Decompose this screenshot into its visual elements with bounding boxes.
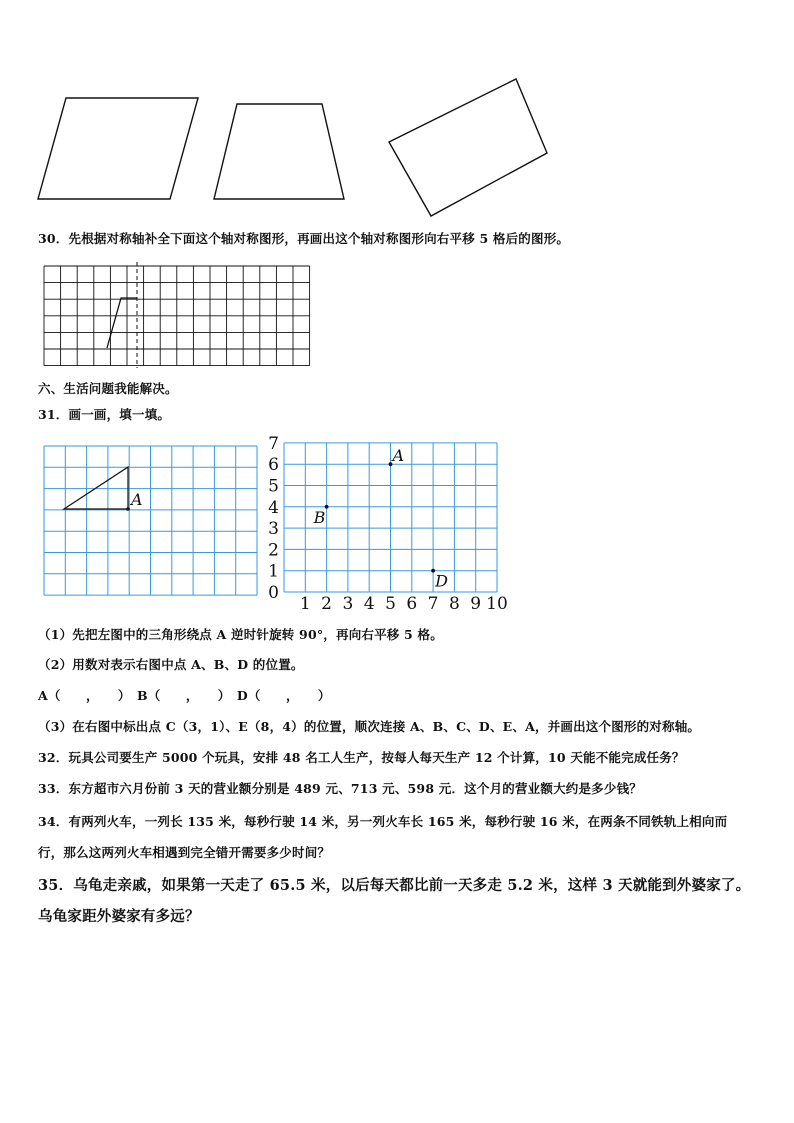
question-33: 33．东方超市六月份前 3 天的营业额分别是 489 元、713 元、598 元．这个月的营业额大约是多少钱？	[38, 781, 642, 796]
point-label-b: B	[313, 507, 326, 527]
point-label-a: A	[392, 446, 405, 466]
question-34-line1: 34．有两列火车，一列长 135 米，每秒行驶 14 米，另一列火车长 165 米，每秒行驶 16 米，在两条不同铁轨上相向而	[38, 814, 728, 829]
y-tick-label: 5	[268, 476, 279, 497]
question-35-line2: 乌龟家距外婆家有多远？	[38, 908, 200, 925]
y-tick-label: 4	[268, 497, 279, 518]
point-label-d: D	[435, 571, 448, 591]
y-tick-label: 7	[268, 433, 279, 454]
x-tick-label: 1	[299, 594, 311, 614]
top-shapes	[0, 0, 794, 225]
question-32: 32．玩具公司要生产 5000 个玩具，安排 48 名工人生产，按每人每天生产 12 个计算，10 天能不能完成任务？	[38, 750, 685, 765]
answer-line: A（ ， ） B（ ， ） D（ ， ）	[38, 688, 331, 703]
q31-left-grid	[0, 440, 270, 600]
question-31-sub3: （3）在右图中标出点 C（3，1）、E（8，4）的位置，顺次连接 A、B、C、D、E、A，并画出这个图形的对称轴。	[38, 719, 701, 734]
question-31-sub2: （2）用数对表示右图中点 A、B、D 的位置。	[38, 657, 304, 672]
y-tick-label: 6	[268, 455, 279, 476]
y-tick-label: 2	[268, 540, 279, 561]
parallelogram-shape	[38, 98, 198, 199]
x-tick-label: 2	[321, 594, 333, 614]
q30-grid	[0, 260, 330, 372]
rotated-rectangle-shape	[389, 79, 547, 216]
triangle	[64, 467, 128, 509]
question-35-line1: 35．乌龟走亲戚，如果第一天走了 65.5 米，以后每天都比前一天多走 5.2 米，这样 3 天就能到外婆家了。	[38, 877, 751, 894]
y-tick-label: 0	[268, 583, 279, 603]
y-tick-label: 1	[268, 561, 279, 582]
x-tick-label: 10	[486, 594, 508, 614]
question-30: 30．先根据对称轴补全下面这个轴对称图形，再画出这个轴对称图形向右平移 5 格后的图形。	[38, 231, 570, 246]
coordinate-grid	[262, 432, 512, 617]
question-31-sub1: （1）先把左图中的三角形绕点 A 逆时针旋转 90°，再向右平移 5 格。	[38, 627, 443, 642]
x-tick-label: 3	[342, 594, 354, 614]
x-tick-label: 7	[427, 594, 439, 614]
point-a-marker	[126, 507, 130, 511]
x-tick-label: 6	[406, 594, 418, 614]
question-31: 31．画一画，填一填。	[38, 407, 171, 422]
x-tick-label: 4	[363, 594, 375, 614]
x-tick-label: 5	[385, 594, 396, 614]
x-tick-label: 8	[448, 594, 460, 614]
section-6-title: 六、生活问题我能解决。	[38, 381, 178, 396]
y-tick-label: 3	[268, 519, 279, 540]
half-figure	[107, 298, 137, 348]
point-a-label: A	[131, 490, 143, 509]
trapezoid-shape	[214, 104, 344, 199]
question-34-line2: 行，那么这两列火车相遇到完全错开需要多少时间？	[38, 845, 331, 860]
x-tick-label: 9	[470, 594, 482, 614]
